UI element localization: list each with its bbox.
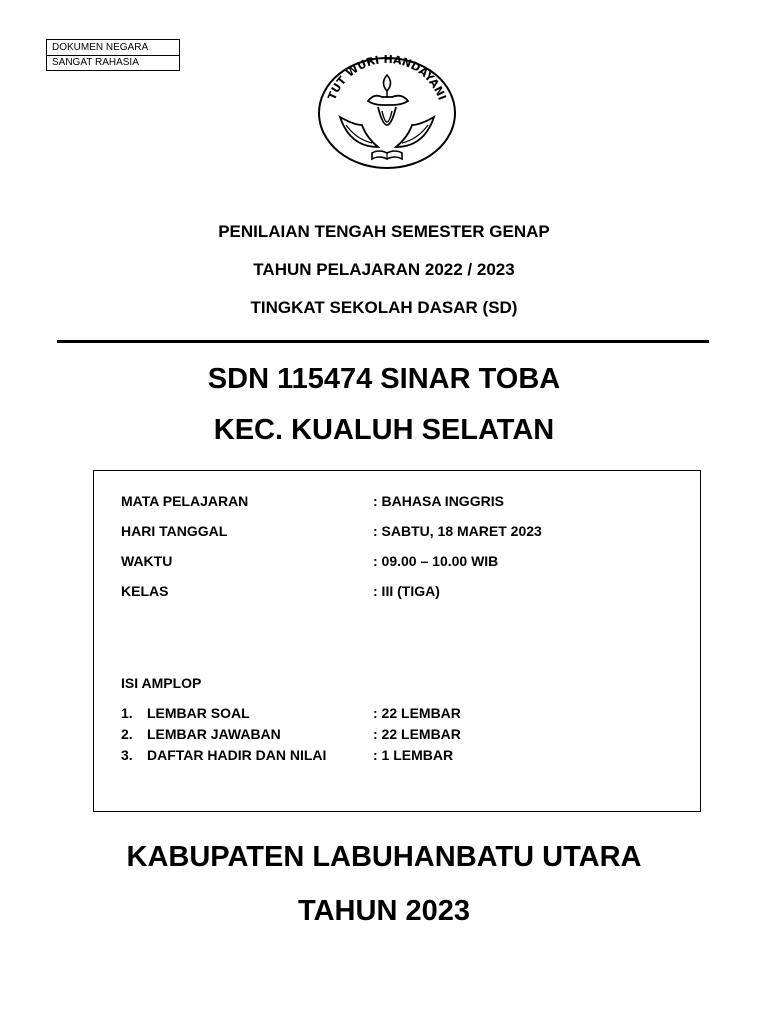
detail-value: : 09.00 – 10.00 WIB xyxy=(373,553,499,569)
school-level: TINGKAT SEKOLAH DASAR (SD) xyxy=(250,298,518,317)
school-name: SDN 115474 SINAR TOBA xyxy=(207,363,561,395)
classification-line-1: DOKUMEN NEGARA xyxy=(52,41,149,53)
detail-value: : III (TIGA) xyxy=(373,583,440,599)
detail-value: : BAHASA INGGRIS xyxy=(373,493,504,509)
school-district: KEC. KUALUH SELATAN xyxy=(213,414,555,446)
detail-value: : SABTU, 18 MARET 2023 xyxy=(373,523,542,539)
logo-motto: TUT WURI HANDAYANI xyxy=(325,55,449,102)
header-divider xyxy=(57,340,709,343)
academic-year: TAHUN PELAJARAN 2022 / 2023 xyxy=(253,260,515,279)
classification-box xyxy=(46,39,180,71)
detail-label: HARI TANGGAL xyxy=(121,523,228,539)
detail-label: MATA PELAJARAN xyxy=(121,493,249,509)
regency-name: KABUPATEN LABUHANBATU UTARA xyxy=(126,841,642,873)
tut-wuri-handayani-emblem-icon xyxy=(316,55,458,181)
exam-info-box: MATA PELAJARAN : BAHASA INGGRIS HARI TANGGAL : SABTU, 18 MARET 2023 WAKTU : 09.00 – 10.00 WIB KELAS : III (TIGA) ISI AMPLOP 1. LEMBAR SOAL : 22 LEMBAR 2. LEMBAR JAWABAN : 22 LEMBAR 3. DAFTAR HADIR DAN NILAI : 1 LEMBAR xyxy=(93,470,701,812)
classification-line-2: SANGAT RAHASIA xyxy=(47,55,179,70)
detail-label: WAKTU xyxy=(121,553,173,569)
footer-year: TAHUN 2023 xyxy=(298,895,470,927)
detail-label: KELAS xyxy=(121,583,169,599)
exam-title: PENILAIAN TENGAH SEMESTER GENAP xyxy=(218,222,550,241)
